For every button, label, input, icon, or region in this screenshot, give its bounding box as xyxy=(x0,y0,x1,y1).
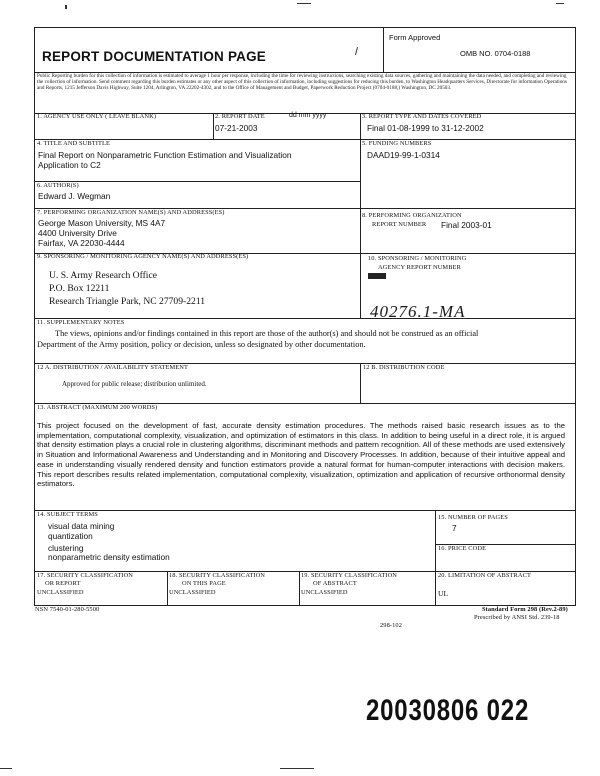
performing-org-line-3: Fairfax, VA 22030-4444 xyxy=(38,238,125,248)
number-of-pages-value: 7 xyxy=(452,523,457,533)
report-type-label: 3. REPORT TYPE AND DATES COVERED xyxy=(362,113,482,120)
omb-number: OMB NO. 0704-0188 xyxy=(460,49,531,58)
redacted-number xyxy=(368,273,386,279)
scan-mark xyxy=(297,3,311,4)
report-title-line-1: Final Report on Nonparametric Function Estimation and Visualization xyxy=(38,150,292,160)
performing-org-line-1: George Mason University, MS 4A7 xyxy=(38,218,166,228)
sponsor-line-2: P.O. Box 12211 xyxy=(49,283,110,294)
supplementary-notes-label: 11. SUPPLEMENTARY NOTES xyxy=(37,319,125,326)
form-approved-label: Form Approved xyxy=(389,33,441,42)
distribution-statement: Approved for public release; distribution unlimited. xyxy=(62,380,207,388)
security-page-value: UNCLASSIFIED xyxy=(169,589,216,596)
standard-form-label: Standard Form 298 (Rev.2-89) xyxy=(482,606,568,613)
nsn-number: NSN 7540-01-280-5500 xyxy=(35,606,100,613)
supplementary-notes-line-2: Department of the Army position, policy or decision, unless so designated by other documentation. xyxy=(37,340,366,349)
author-value: Edward J. Wegman xyxy=(38,191,111,201)
report-date-format: dd mm yyyy xyxy=(289,112,327,119)
scan-mark xyxy=(556,3,564,4)
security-report-value: UNCLASSIFIED xyxy=(37,589,84,596)
abstract-label: 13. ABSTRACT (MAXIMUM 200 WORDS) xyxy=(37,404,158,411)
page-title: REPORT DOCUMENTATION PAGE xyxy=(42,49,266,64)
security-abstract-label: 19. SECURITY CLASSIFICATION xyxy=(301,572,398,579)
funding-numbers-label: 5. FUNDING NUMBERS xyxy=(362,140,432,147)
funding-number-value: DAAD19-99-1-0314 xyxy=(367,150,440,160)
performing-org-line-2: 4400 University Drive xyxy=(38,228,117,238)
abstract-text: This project focused on the development of fast, accurate density estimation procedures. The methods raised basic research issues as to the implementation, computational complexity, visualization, and optimization of estimators in this class. In addition to being useful in a direct role, it is argued that density estimation plays a crucial role in clustering algorithms, discriminant methods and pattern recognition. All of these methods are used extensively in Situation and Informational Awareness and Understanding and in Monitoring and Discovery Processes. In addition, because of their intuitive appeal and ease in understanding visually rendered density and function estimators provide a natural format for human-computer interactions with decision makers. This report describes results related implementation, computational complexity, visualization, optimization and application of recursive orthonormal density estimators. xyxy=(37,421,565,489)
performing-report-label: 8. PERFORMING ORGANIZATION xyxy=(362,212,462,219)
security-abstract-sublabel: OF ABSTRACT xyxy=(313,580,357,587)
title-subtitle-label: 4. TITLE AND SUBTITLE xyxy=(37,140,110,147)
subject-terms-label: 14. SUBJECT TERMS xyxy=(37,511,98,518)
sponsor-report-label: 10. SPONSORING / MONITORING xyxy=(368,255,467,262)
subject-term: quantization xyxy=(48,531,93,541)
supplementary-notes-line-1: The views, opinions and/or findings contained in this report are those of the author(s) and should not be construed as an official xyxy=(55,329,479,338)
agency-use-label: 1. AGENCY USE ONLY ( LEAVE BLANK) xyxy=(37,113,157,120)
security-page-sublabel: ON THIS PAGE xyxy=(182,580,226,587)
burden-statement: Public Reporting burden for this collection of information is estimated to average 1 hour per response, including the time for reviewing instructions, searching existing data sources, gathering and maintaining the data needed, and completing and reviewing the collection of information. Send comment regarding this burden estimates or any other aspect of this collection of information, including suggestions for reducing this burden, to Washington Headquarters Services, Directorate for information Operations and Reports, 1215 Jefferson Davis Highway, Suite 1204, Arlington, VA 22202-4302, and to the Office of Management and Budget, Paperwork Reduction Project (0704-0188,) Washington, DC 20503. xyxy=(37,73,567,92)
form-code: 298-102 xyxy=(380,622,402,629)
report-date-label: 2. REPORT DATE xyxy=(215,113,265,120)
sponsor-line-3: Research Triangle Park, NC 27709-2211 xyxy=(49,296,206,307)
performing-report-number-label: REPORT NUMBER xyxy=(372,221,427,228)
handwritten-report-number: 40276.1-MA xyxy=(370,302,466,321)
limitation-value: UL xyxy=(438,589,449,598)
subject-term: visual data mining xyxy=(48,521,115,531)
scan-mark xyxy=(280,768,314,769)
report-title-line-2: Application to C2 xyxy=(38,160,101,170)
sponsoring-agency-label: 9. SPONSORING / MONITORING AGENCY NAME(S) AND ADDRESS(ES) xyxy=(37,253,249,260)
sponsor-report-number-label: AGENCY REPORT NUMBER xyxy=(378,264,461,271)
distribution-label: 12 A. DISTRIBUTION / AVAILABILITY STATEMENT xyxy=(37,364,189,371)
accession-stamp: 20030806 022 xyxy=(366,694,530,727)
authors-label: 6. AUTHOR(S) xyxy=(37,182,79,189)
report-type-value: Final 01-08-1999 to 31-12-2002 xyxy=(367,123,484,133)
security-page-label: 18. SECURITY CLASSIFICATION xyxy=(169,572,266,579)
limitation-label: 20. LIMITATION OF ABSTRACT xyxy=(438,572,531,579)
number-of-pages-label: 15. NUMBER OF PAGES xyxy=(438,514,508,521)
sponsor-line-1: U. S. Army Research Office xyxy=(49,270,157,281)
subject-term: nonparametric density estimation xyxy=(48,552,170,562)
price-code-label: 16. PRICE CODE xyxy=(438,545,487,552)
prescribed-label: Prescribed by ANSI Std. 239-18 xyxy=(474,614,560,621)
performing-report-number-value: Final 2003-01 xyxy=(441,220,492,230)
report-date-value: 07-21-2003 xyxy=(215,123,258,133)
scan-mark xyxy=(0,768,12,769)
scan-mark xyxy=(65,5,67,9)
security-report-label: 17. SECURITY CLASSIFICATION xyxy=(37,572,134,579)
distribution-code-label: 12 B. DISTRIBUTION CODE xyxy=(363,364,445,371)
subject-term: clustering xyxy=(48,543,84,553)
security-report-sublabel: OR REPORT xyxy=(45,580,81,587)
security-abstract-value: UNCLASSIFIED xyxy=(301,589,348,596)
performing-org-label: 7. PERFORMING ORGANIZATION NAME(S) AND ADDRESS(ES) xyxy=(37,209,225,216)
